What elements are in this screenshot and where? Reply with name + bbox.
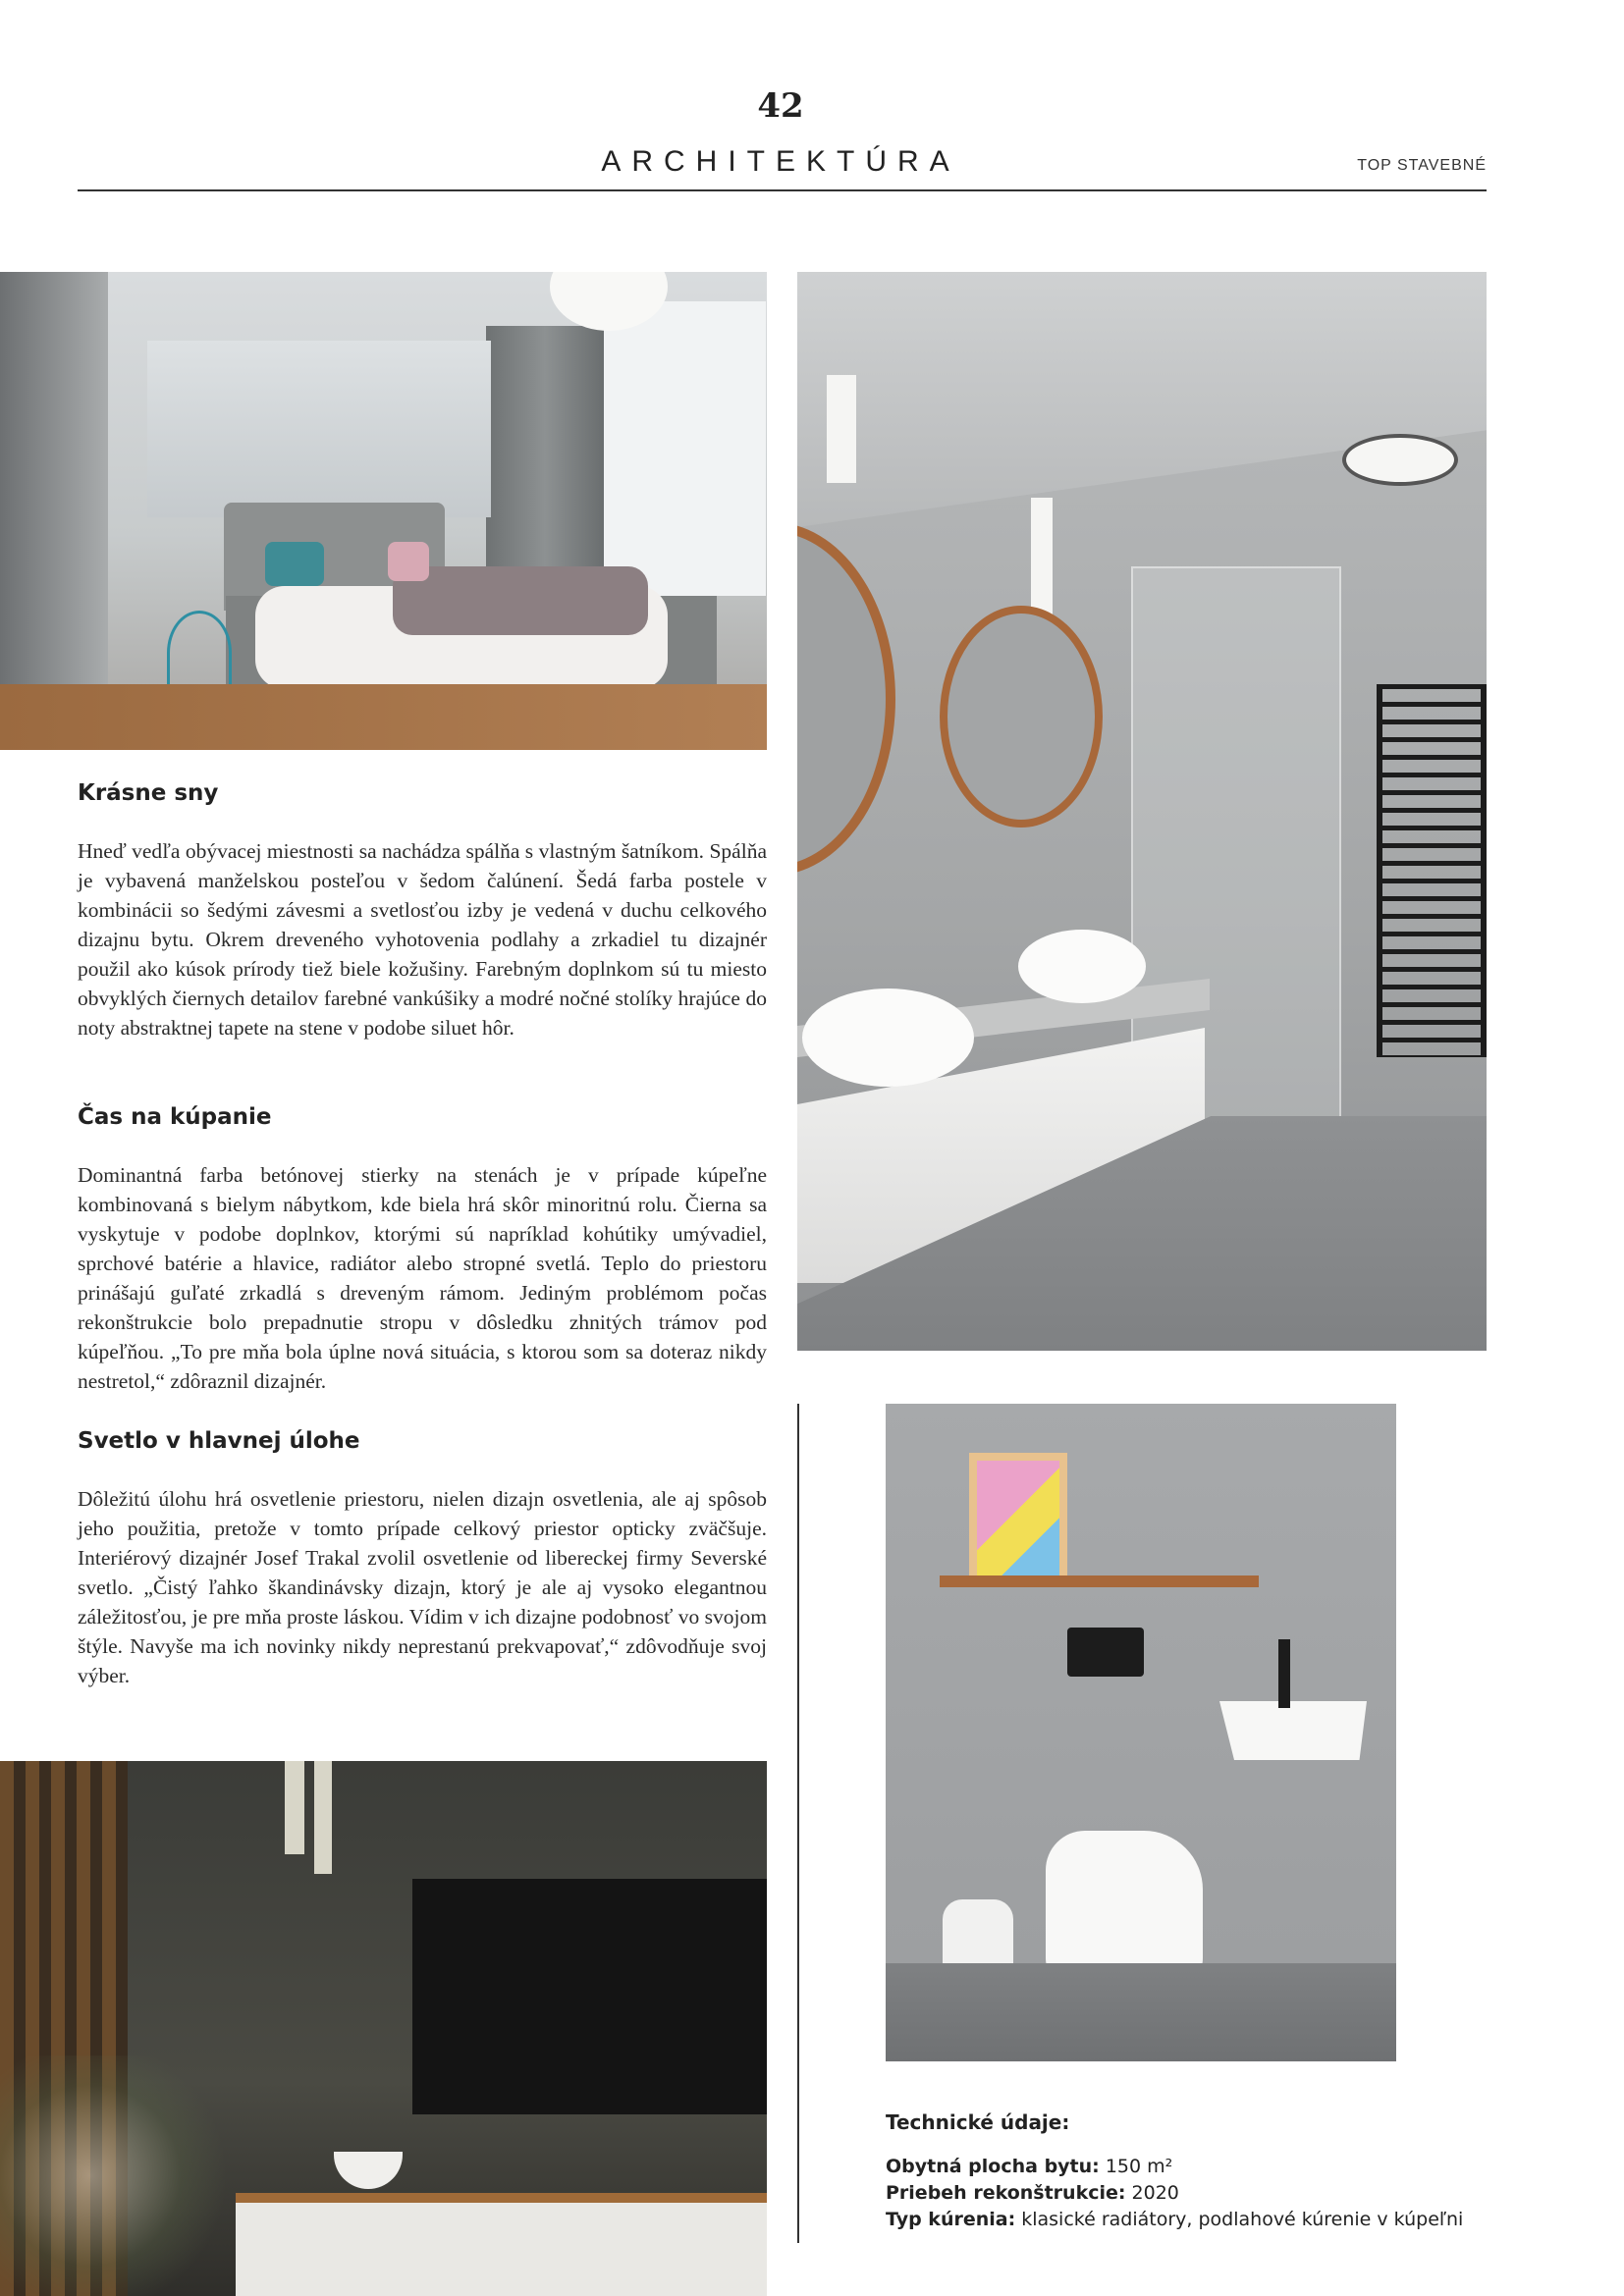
round-mirror: [797, 522, 895, 876]
heading-krasne-sny: Krásne sny: [78, 780, 219, 806]
throw: [393, 566, 648, 635]
round-mirror: [940, 606, 1103, 828]
paragraph-krasne-sny: Hneď vedľa obývacej miestnosti sa nachádza spálňa s vlastným šatníkom. Spálňa je vybavená manželskou posteľou v šedom čalúnení. Šedá farba postele v kombinácii so šedými závesmi a svetlosťou izby je vedená v duchu celkového dizajnu bytu. Okrem dreveného vyhotovenia podlahy a zrkadiel tu dizajnér použil ako kúsok prírody tiež biele kožušiny. Farebným doplnkom sú tu miesto obvyklých čiernych detailov farebné vankúšiky a modré nočné stolíky hrajúce do noty abstraktnej tapete na stene v podobe siluet hôr.: [78, 839, 767, 1040]
tech-row-reconstruction: [886, 2180, 1463, 2207]
tech-key: Priebeh rekonštrukcie:: [886, 2182, 1126, 2204]
wood-shelf: [940, 1575, 1259, 1587]
tech-value: 2020: [1131, 2182, 1179, 2204]
tech-row-heating: [886, 2207, 1463, 2233]
pillow: [265, 542, 324, 586]
nightstand: [167, 611, 232, 695]
living-room-photo: [0, 1761, 767, 2296]
header-rule: [78, 189, 1487, 191]
heading-cas-na-kupanie: Čas na kúpanie: [78, 1104, 272, 1130]
toilet-photo: [886, 1404, 1396, 2061]
flush-plate: [1067, 1628, 1144, 1677]
washbasin: [1018, 930, 1146, 1003]
wall-basin: [1219, 1701, 1367, 1760]
tech-value: 150 m²: [1105, 2156, 1173, 2177]
pendant-light: [314, 1761, 332, 1874]
floor: [0, 684, 767, 750]
bedroom-photo: [0, 272, 767, 750]
page-number: 42: [757, 86, 804, 126]
bowl: [334, 2152, 403, 2189]
wardrobe: [0, 272, 108, 750]
window: [599, 301, 766, 596]
paragraph-svetlo: Dôležitú úlohu hrá osvetlenie priestoru, nielen dizajn osvetlenia, ale aj spôsob jeho použitia, pretože v tomto prípade celkový priestor opticky zväčšuje. Interiérový dizajnér Josef Trakal zvolil osvetlenie od libereckej firmy Severské svetlo. „Čistý ľahko škandinávsky dizajn, ktorý je ale aj vysoko elegantnou záležitosťou, je pre mňa proste láskou. Vídim v ich dizajne podobnosť vo svojom štýle. Navyše ma ich novinky nikdy neprestanú prekvapovať,“ zdôvodňuje svoj výber.: [78, 1487, 767, 1687]
column-divider: [797, 1404, 799, 2243]
magazine-name: TOP STAVEBNÉ: [1357, 157, 1487, 174]
pendant-light: [285, 1761, 304, 1854]
tech-row-living-area: [886, 2154, 1463, 2180]
artwork: [969, 1453, 1067, 1585]
technical-data: [886, 2110, 1463, 2233]
ceiling: [797, 272, 1487, 527]
tv-cabinet: [236, 2193, 767, 2296]
section-title: ARCHITEKTÚRA: [601, 145, 960, 178]
ceiling-light: [1342, 434, 1458, 486]
tech-key: Typ kúrenia:: [886, 2209, 1016, 2230]
tech-value: klasické radiátory, podlahové kúrenie v kúpeľni: [1021, 2209, 1464, 2230]
washbasin: [802, 988, 974, 1087]
floor: [886, 1963, 1396, 2061]
tech-key: Obytná plocha bytu:: [886, 2156, 1100, 2177]
technical-title: Technické údaje:: [886, 2110, 1070, 2134]
bathroom-photo: [797, 272, 1487, 1351]
mountain-wallpaper: [147, 341, 491, 517]
plant-blur: [0, 2056, 226, 2296]
towel-radiator: [1377, 684, 1487, 1057]
television: [412, 1879, 767, 2114]
pillow: [388, 542, 429, 581]
paragraph-cas-na-kupanie: Dominantná farba betónovej stierky na stenách je v prípade kúpeľne kombinovaná s bielym nábytkom, kde biela hrá skôr minoritnú rolu. Čierna sa vyskytuje v podobe doplnkov, ktorými sú napríklad kohútiky umývadiel, sprchové batérie a hlavice, radiátor alebo stropné svetlá. Teplo do priestoru prinášajú guľaté zrkadlá s dreveným rámom. Jediným problémom počas rekonštrukcie bolo prepadnutie stropu v dôsledku zhnitých trámov pod kúpeľňou. „To pre mňa bola úplne nová situácia, s ktorou som sa doteraz nikdy nestretol,“ zdôraznil dizajnér.: [78, 1163, 767, 1393]
pendant-light: [827, 375, 856, 483]
faucet: [1278, 1639, 1290, 1708]
heading-svetlo: Svetlo v hlavnej úlohe: [78, 1428, 360, 1454]
